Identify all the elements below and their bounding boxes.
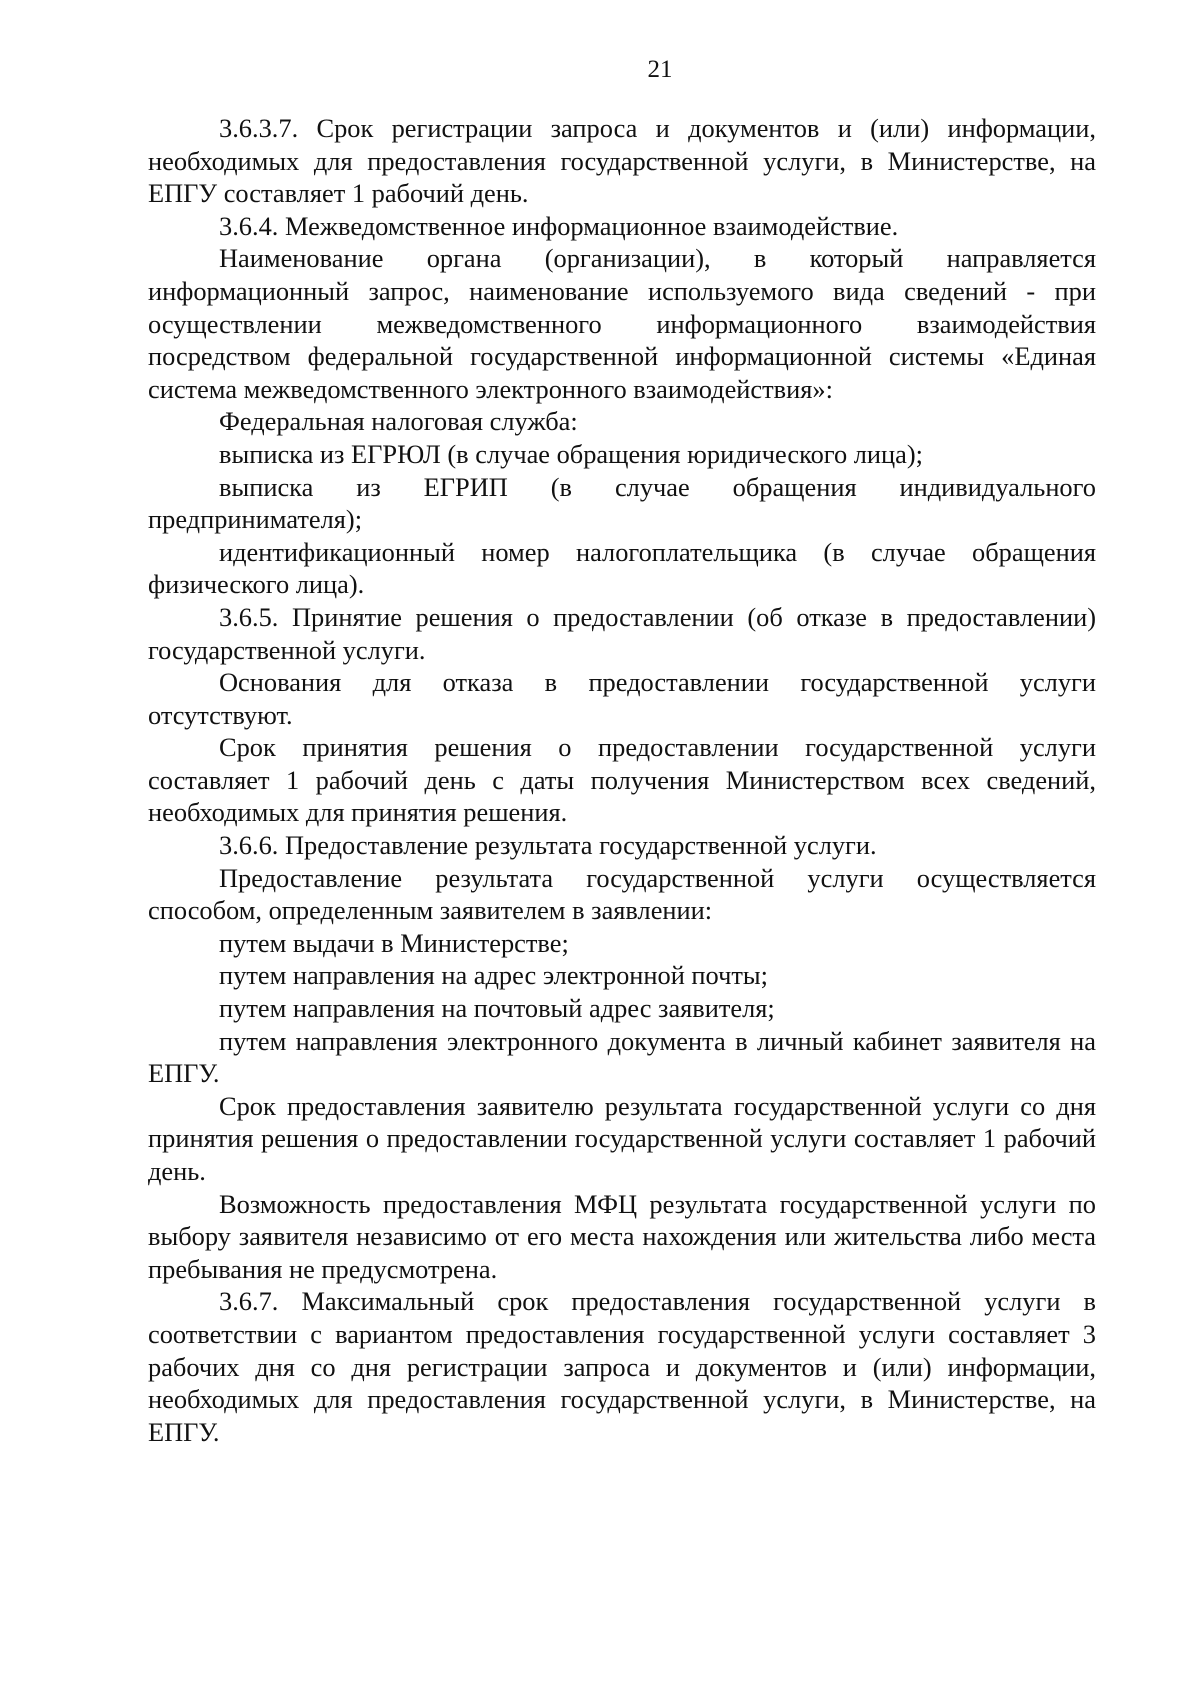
list-item-ministry-issue: путем выдачи в Министерстве; (219, 927, 569, 958)
paragraph-no-refusal-grounds: Основания для отказа в предоставлении государственной услуги отсутствуют. (148, 667, 1096, 730)
paragraph-3-6-4-heading: 3.6.4. Межведомственное информационное взаимодействие. (219, 210, 899, 241)
page-number: 21 (647, 56, 673, 83)
paragraph-egrul-extract: выписка из ЕГРЮЛ (в случае обращения юридического лица); (219, 438, 923, 469)
paragraph-result-term: Срок предоставления заявителю результата государственной услуги со дня принятия решения о предоставлении государственной услуги составляет 1 рабочий день. (148, 1090, 1096, 1186)
paragraph-3-6-7-max-term: 3.6.7. Максимальный срок предоставления государственной услуги в соответствии с вариантом предоставления государственной услуги составляет 3 рабочих дня со дня регистрации запроса и документов и (или) информации, необходимых для предоставления государственной услуги, в Министерстве, на ЕПГУ. (148, 1286, 1096, 1447)
paragraph-result-delivery-method: Предоставление результата государственной услуги осуществляется способом, определенным заявителем в заявлении: (148, 862, 1096, 926)
paragraph-mfc-possibility: Возможность предоставления МФЦ результата государственной услуги по выбору заявителя независимо от его места нахождения или жительства либо места пребывания не предусмотрена. (148, 1188, 1096, 1284)
paragraph-taxpayer-number: идентификационный номер налогоплательщика (в случае обращения физического лица). (148, 536, 1096, 600)
paragraph-decision-term: Срок принятия решения о предоставлении государственной услуги составляет 1 рабочий день с даты получения Министерством всех сведений, необходимых для принятия решения. (148, 732, 1096, 828)
paragraph-3-6-6-heading: 3.6.6. Предоставление результата государственной услуги. (219, 830, 877, 861)
paragraph-egrip-extract: выписка из ЕГРИП (в случае обращения индивидуального предпринимателя); (148, 471, 1096, 535)
paragraph-interagency-request: Наименование органа (организации), в который направляется информационный запрос, наименование используемого вида сведений - при осуществлении межведомственного информационного взаимодействия посредством федеральной государственной информационной системы «Единая система межведомственного электронного взаимодействия»: (148, 243, 1096, 404)
paragraph-tax-service: Федеральная налоговая служба: (219, 406, 578, 437)
paragraph-3-6-5-heading: 3.6.5. Принятие решения о предоставлении (об отказе в предоставлении) государственной услуги. (148, 601, 1096, 665)
list-item-personal-cabinet: путем направления электронного документа в личный кабинет заявителя на ЕПГУ. (148, 1025, 1096, 1089)
list-item-email: путем направления на адрес электронной почты; (219, 960, 768, 991)
list-item-postal-address: путем направления на почтовый адрес заявителя; (219, 993, 775, 1024)
paragraph-3-6-3-7: 3.6.3.7. Срок регистрации запроса и документов и (или) информации, необходимых для предоставления государственной услуги, в Министерстве, на ЕПГУ составляет 1 рабочий день. (148, 113, 1096, 209)
document-body (148, 112, 1096, 1448)
